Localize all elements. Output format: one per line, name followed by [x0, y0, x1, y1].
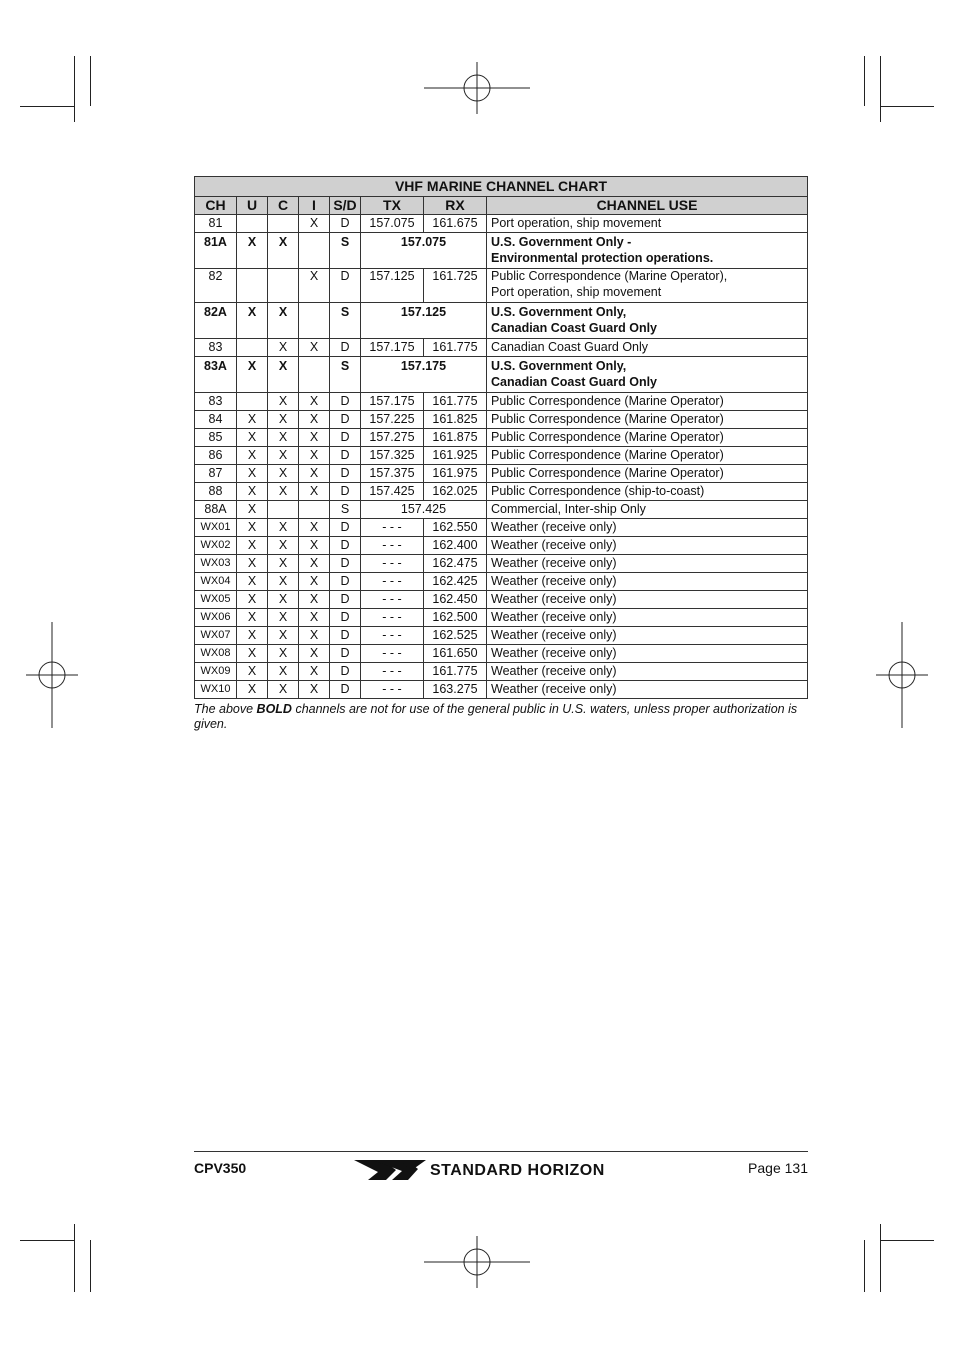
- registration-mark-left-icon: [26, 622, 78, 728]
- cell-channel: 81: [195, 215, 237, 233]
- cell-channel: 83A: [195, 357, 237, 393]
- cell-u: X: [237, 645, 268, 663]
- cell-u: [237, 215, 268, 233]
- cell-channel: 86: [195, 447, 237, 465]
- table-row: [195, 591, 808, 609]
- cell-channel-use: [487, 645, 808, 663]
- cell-c: X: [268, 429, 299, 447]
- cell-channel: WX06: [195, 609, 237, 627]
- cell-tx: - - -: [361, 663, 424, 681]
- cell-channel-use: [487, 233, 808, 269]
- cell-channel: WX01: [195, 519, 237, 537]
- channel-use-line-2: Environmental protection operations.: [491, 250, 714, 265]
- cell-u: X: [237, 357, 268, 393]
- cell-channel-use: [487, 447, 808, 465]
- cell-channel-use: [487, 591, 808, 609]
- cell-rx: 162.400: [424, 537, 487, 555]
- table-row: [195, 269, 808, 303]
- channel-use-line-2: Canadian Coast Guard Only: [491, 320, 658, 335]
- channel-use-line-1: Public Correspondence (Marine Operator),: [491, 269, 728, 283]
- header-row: [195, 197, 808, 215]
- table-row: [195, 483, 808, 501]
- cell-rx: 162.025: [424, 483, 487, 501]
- cell-u: [237, 269, 268, 303]
- cell-sd: D: [330, 609, 361, 627]
- cell-c: X: [268, 681, 299, 699]
- channel-use-line-1: Public Correspondence (Marine Operator): [491, 412, 724, 426]
- cell-rx: 163.275: [424, 681, 487, 699]
- cell-u: X: [237, 233, 268, 269]
- channel-use-line-1: Public Correspondence (Marine Operator): [491, 394, 724, 408]
- cell-sd: D: [330, 269, 361, 303]
- channel-use-line-1: Weather (receive only): [491, 610, 617, 624]
- table-row: [195, 215, 808, 233]
- cell-u: X: [237, 537, 268, 555]
- cell-channel-use: [487, 411, 808, 429]
- channel-use-line-1: Weather (receive only): [491, 628, 617, 642]
- cell-i: X: [299, 591, 330, 609]
- cell-i: [299, 501, 330, 519]
- cell-tx: 157.075: [361, 215, 424, 233]
- cell-frequency: 157.175: [361, 357, 487, 393]
- cell-u: X: [237, 591, 268, 609]
- column-header-u: U: [237, 197, 268, 215]
- cell-sd: S: [330, 501, 361, 519]
- cell-c: X: [268, 609, 299, 627]
- cell-rx: 162.500: [424, 609, 487, 627]
- cell-channel: WX02: [195, 537, 237, 555]
- cell-u: [237, 339, 268, 357]
- cell-sd: D: [330, 483, 361, 501]
- registration-mark-top-icon: [424, 62, 530, 114]
- cell-channel-use: [487, 537, 808, 555]
- channel-use-line-1: Weather (receive only): [491, 574, 617, 588]
- cell-sd: S: [330, 303, 361, 339]
- channel-use-line-1: Port operation, ship movement: [491, 216, 662, 230]
- cell-channel: WX07: [195, 627, 237, 645]
- cell-u: [237, 393, 268, 411]
- table-row: [195, 627, 808, 645]
- cell-i: X: [299, 339, 330, 357]
- cell-u: X: [237, 429, 268, 447]
- channel-use-line-1: Weather (receive only): [491, 664, 617, 678]
- cell-u: X: [237, 465, 268, 483]
- cell-tx: - - -: [361, 573, 424, 591]
- cell-u: X: [237, 411, 268, 429]
- cell-c: X: [268, 339, 299, 357]
- cell-channel-use: [487, 519, 808, 537]
- cell-tx: 157.225: [361, 411, 424, 429]
- cell-c: X: [268, 519, 299, 537]
- cell-tx: 157.175: [361, 393, 424, 411]
- cell-rx: 162.425: [424, 573, 487, 591]
- column-header-c: C: [268, 197, 299, 215]
- cell-i: X: [299, 215, 330, 233]
- cell-u: X: [237, 627, 268, 645]
- cell-tx: 157.275: [361, 429, 424, 447]
- cell-c: X: [268, 555, 299, 573]
- cell-c: X: [268, 483, 299, 501]
- cell-sd: S: [330, 357, 361, 393]
- cell-sd: S: [330, 233, 361, 269]
- cell-tx: - - -: [361, 681, 424, 699]
- cell-channel-use: [487, 339, 808, 357]
- table-row: [195, 555, 808, 573]
- channel-use-line-1: U.S. Government Only,: [491, 305, 627, 319]
- cell-i: [299, 303, 330, 339]
- table-row: [195, 681, 808, 699]
- cell-i: X: [299, 573, 330, 591]
- cell-tx: 157.425: [361, 483, 424, 501]
- cell-sd: D: [330, 393, 361, 411]
- cell-i: X: [299, 555, 330, 573]
- cell-channel: 82: [195, 269, 237, 303]
- table-row: [195, 645, 808, 663]
- footnote: [194, 702, 808, 732]
- table-row: [195, 573, 808, 591]
- table-row: [195, 519, 808, 537]
- cell-c: X: [268, 303, 299, 339]
- channel-use-line-1: Public Correspondence (Marine Operator): [491, 430, 724, 444]
- table-title: VHF MARINE CHANNEL CHART: [195, 177, 808, 197]
- cell-channel-use: [487, 573, 808, 591]
- table-row: [195, 429, 808, 447]
- cell-c: X: [268, 627, 299, 645]
- column-header-tx: TX: [361, 197, 424, 215]
- cell-tx: 157.125: [361, 269, 424, 303]
- cell-tx: 157.175: [361, 339, 424, 357]
- cell-channel-use: [487, 357, 808, 393]
- column-header-ch: CH: [195, 197, 237, 215]
- cell-c: X: [268, 645, 299, 663]
- table-row: [195, 447, 808, 465]
- cell-channel: WX03: [195, 555, 237, 573]
- cell-tx: - - -: [361, 645, 424, 663]
- channel-use-line-1: Weather (receive only): [491, 556, 617, 570]
- cell-rx: 161.925: [424, 447, 487, 465]
- cell-u: X: [237, 501, 268, 519]
- cell-rx: 161.875: [424, 429, 487, 447]
- table-row: [195, 393, 808, 411]
- cell-rx: 161.975: [424, 465, 487, 483]
- cell-sd: D: [330, 663, 361, 681]
- standard-horizon-logo-icon: [352, 1158, 428, 1182]
- cell-i: X: [299, 429, 330, 447]
- cell-sd: D: [330, 537, 361, 555]
- channel-use-line-1: Weather (receive only): [491, 520, 617, 534]
- cell-sd: D: [330, 429, 361, 447]
- cell-frequency: 157.075: [361, 233, 487, 269]
- cell-sd: D: [330, 591, 361, 609]
- cell-c: X: [268, 233, 299, 269]
- footnote-prefix: The above: [194, 702, 257, 716]
- cell-rx: 162.450: [424, 591, 487, 609]
- cell-rx: 161.775: [424, 339, 487, 357]
- column-header-rx: RX: [424, 197, 487, 215]
- column-header-sd: S/D: [330, 197, 361, 215]
- cell-i: X: [299, 537, 330, 555]
- cell-channel-use: [487, 483, 808, 501]
- channel-use-line-1: Weather (receive only): [491, 646, 617, 660]
- cell-sd: D: [330, 215, 361, 233]
- cell-sd: D: [330, 447, 361, 465]
- cell-channel: WX08: [195, 645, 237, 663]
- cell-i: X: [299, 609, 330, 627]
- cell-c: X: [268, 465, 299, 483]
- table-row: [195, 501, 808, 519]
- cell-channel: 81A: [195, 233, 237, 269]
- cell-rx: 161.825: [424, 411, 487, 429]
- cell-channel: 84: [195, 411, 237, 429]
- footnote-bold: BOLD: [256, 702, 292, 716]
- channel-use-line-2: Canadian Coast Guard Only: [491, 374, 658, 389]
- cell-channel-use: [487, 609, 808, 627]
- cell-rx: 162.475: [424, 555, 487, 573]
- cell-i: [299, 233, 330, 269]
- cell-frequency: 157.125: [361, 303, 487, 339]
- cell-u: X: [237, 519, 268, 537]
- cell-i: X: [299, 681, 330, 699]
- vhf-channel-chart-table: [194, 176, 808, 699]
- cell-i: X: [299, 663, 330, 681]
- cell-channel-use: [487, 501, 808, 519]
- cell-u: X: [237, 447, 268, 465]
- cell-sd: D: [330, 411, 361, 429]
- cell-channel-use: [487, 303, 808, 339]
- table-row: [195, 663, 808, 681]
- channel-use-line-2: Port operation, ship movement: [491, 284, 662, 299]
- model-name: CPV350: [194, 1160, 247, 1176]
- registration-mark-bottom-icon: [424, 1236, 530, 1288]
- table-row: [195, 537, 808, 555]
- cell-channel-use: [487, 555, 808, 573]
- cell-channel: 83: [195, 339, 237, 357]
- cell-channel: 85: [195, 429, 237, 447]
- cell-tx: - - -: [361, 555, 424, 573]
- cell-rx: 162.525: [424, 627, 487, 645]
- cell-channel: 83: [195, 393, 237, 411]
- cell-i: X: [299, 483, 330, 501]
- column-header-i: I: [299, 197, 330, 215]
- cell-i: X: [299, 269, 330, 303]
- cell-channel: 87: [195, 465, 237, 483]
- cell-channel: WX04: [195, 573, 237, 591]
- channel-use-line-1: U.S. Government Only,: [491, 359, 627, 373]
- cell-channel: WX10: [195, 681, 237, 699]
- channel-use-line-1: Commercial, Inter-ship Only: [491, 502, 646, 516]
- table-row: [195, 609, 808, 627]
- table-body: [195, 215, 808, 699]
- cell-channel: 88: [195, 483, 237, 501]
- cell-sd: D: [330, 339, 361, 357]
- cell-c: X: [268, 591, 299, 609]
- cell-c: X: [268, 537, 299, 555]
- cell-sd: D: [330, 465, 361, 483]
- table-row: [195, 465, 808, 483]
- cell-frequency: 157.425: [361, 501, 487, 519]
- cell-c: X: [268, 411, 299, 429]
- cell-channel-use: [487, 681, 808, 699]
- cell-i: X: [299, 519, 330, 537]
- footnote-suffix: channels are not for use of the general public in U.S. waters, unless proper authorization is given.: [194, 702, 798, 731]
- cell-sd: D: [330, 627, 361, 645]
- cell-rx: 161.725: [424, 269, 487, 303]
- cell-c: [268, 269, 299, 303]
- cell-c: X: [268, 573, 299, 591]
- channel-use-line-1: Public Correspondence (Marine Operator): [491, 466, 724, 480]
- cell-channel-use: [487, 429, 808, 447]
- cell-channel: 88A: [195, 501, 237, 519]
- cell-u: X: [237, 483, 268, 501]
- table-row: [195, 303, 808, 339]
- cell-rx: 161.775: [424, 663, 487, 681]
- cell-tx: 157.375: [361, 465, 424, 483]
- cell-channel: WX09: [195, 663, 237, 681]
- table-row: [195, 233, 808, 269]
- table-row: [195, 357, 808, 393]
- cell-c: X: [268, 663, 299, 681]
- channel-use-line-1: Canadian Coast Guard Only: [491, 340, 649, 354]
- cell-i: X: [299, 465, 330, 483]
- cell-u: X: [237, 555, 268, 573]
- cell-channel-use: [487, 627, 808, 645]
- cell-channel-use: [487, 215, 808, 233]
- cell-i: X: [299, 411, 330, 429]
- cell-channel-use: [487, 663, 808, 681]
- cell-sd: D: [330, 555, 361, 573]
- cell-i: X: [299, 627, 330, 645]
- channel-use-line-1: Public Correspondence (ship-to-coast): [491, 484, 705, 498]
- cell-c: [268, 215, 299, 233]
- cell-u: X: [237, 663, 268, 681]
- registration-mark-right-icon: [876, 622, 928, 728]
- cell-channel: WX05: [195, 591, 237, 609]
- cell-tx: - - -: [361, 609, 424, 627]
- footer-divider: [194, 1151, 808, 1152]
- cell-u: X: [237, 609, 268, 627]
- page-number: Page 131: [748, 1160, 808, 1176]
- cell-u: X: [237, 303, 268, 339]
- channel-use-line-1: Weather (receive only): [491, 538, 617, 552]
- cell-channel-use: [487, 465, 808, 483]
- cell-u: X: [237, 573, 268, 591]
- cell-i: [299, 357, 330, 393]
- cell-rx: 161.775: [424, 393, 487, 411]
- cell-c: X: [268, 393, 299, 411]
- cell-tx: - - -: [361, 537, 424, 555]
- channel-use-line-1: U.S. Government Only -: [491, 235, 632, 249]
- channel-use-line-1: Public Correspondence (Marine Operator): [491, 448, 724, 462]
- channel-use-line-1: Weather (receive only): [491, 682, 617, 696]
- cell-sd: D: [330, 681, 361, 699]
- cell-rx: 162.550: [424, 519, 487, 537]
- cell-i: X: [299, 645, 330, 663]
- cell-rx: 161.650: [424, 645, 487, 663]
- cell-channel: 82A: [195, 303, 237, 339]
- cell-rx: 161.675: [424, 215, 487, 233]
- cell-tx: 157.325: [361, 447, 424, 465]
- cell-i: X: [299, 447, 330, 465]
- cell-channel-use: [487, 269, 808, 303]
- cell-tx: - - -: [361, 591, 424, 609]
- cell-sd: D: [330, 519, 361, 537]
- cell-u: X: [237, 681, 268, 699]
- cell-channel-use: [487, 393, 808, 411]
- table-row: [195, 411, 808, 429]
- channel-use-line-1: Weather (receive only): [491, 592, 617, 606]
- cell-tx: - - -: [361, 519, 424, 537]
- cell-c: X: [268, 447, 299, 465]
- table-row: [195, 339, 808, 357]
- cell-i: X: [299, 393, 330, 411]
- cell-tx: - - -: [361, 627, 424, 645]
- cell-sd: D: [330, 645, 361, 663]
- brand-name: STANDARD HORIZON: [430, 1162, 605, 1179]
- cell-c: [268, 501, 299, 519]
- cell-sd: D: [330, 573, 361, 591]
- cell-c: X: [268, 357, 299, 393]
- column-header-channel-use: CHANNEL USE: [487, 197, 808, 215]
